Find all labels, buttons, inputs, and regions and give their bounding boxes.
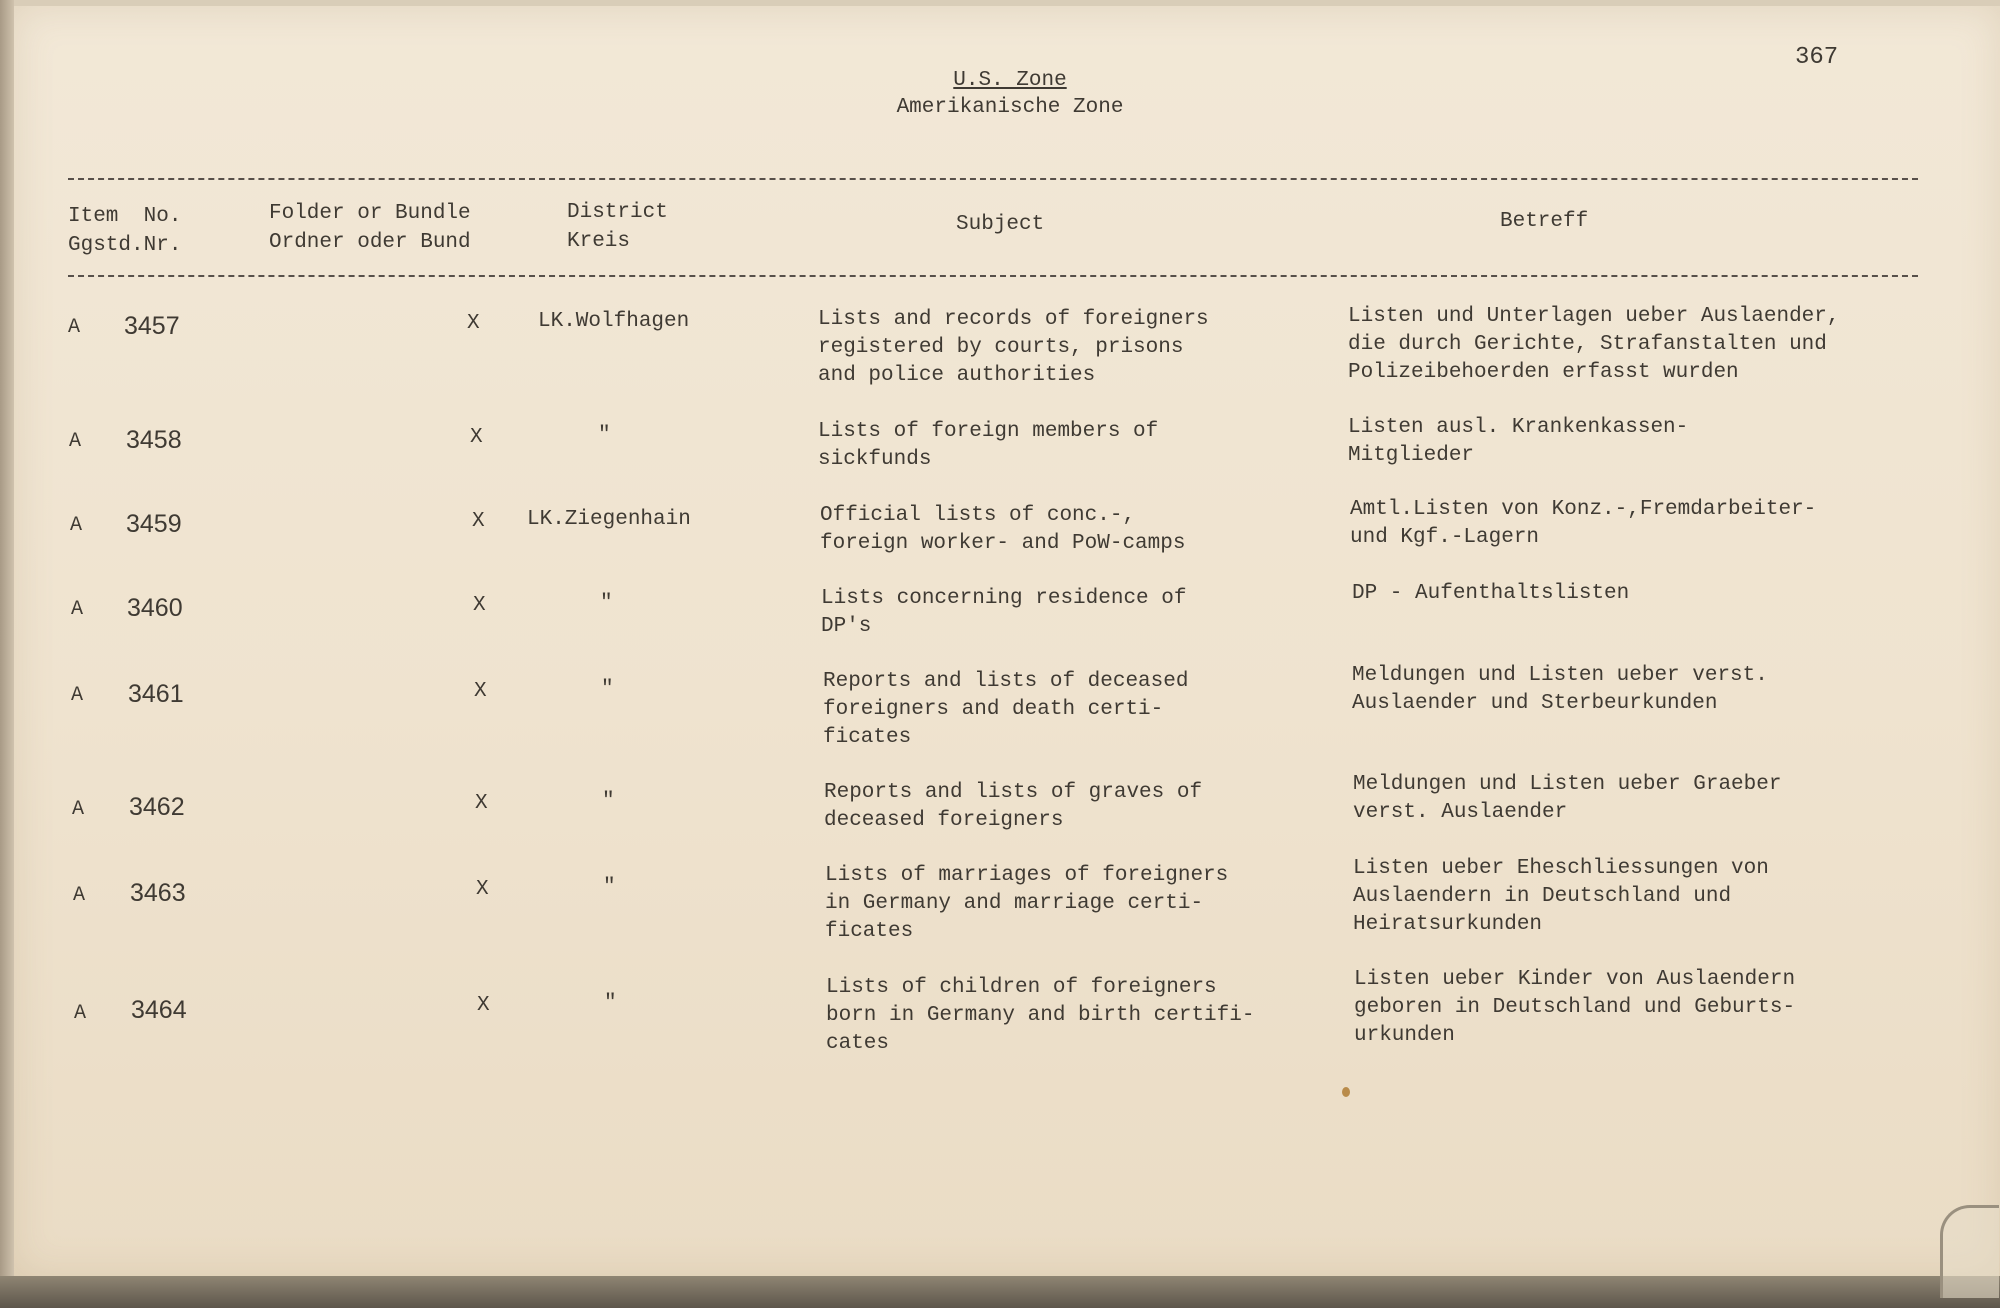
row-folder-mark: X xyxy=(473,594,486,617)
paper-speck xyxy=(1342,1087,1350,1097)
header-subject: Subject xyxy=(956,213,1045,236)
row-folder-mark: X xyxy=(477,994,490,1017)
row-folder-mark: X xyxy=(470,426,483,449)
row-item-number: 3464 xyxy=(131,996,187,1024)
row-item-number: 3461 xyxy=(128,680,184,708)
row-code: A xyxy=(71,684,84,707)
row-item-number: 3463 xyxy=(130,879,186,907)
page-number: 367 xyxy=(1795,44,1839,71)
header-folder: Folder or Bundle Ordner oder Bund xyxy=(269,202,471,254)
row-subject: Lists and records of foreigners registered by courts, prisons and police authorities xyxy=(818,308,1209,387)
row-district: " xyxy=(602,790,615,813)
row-folder-mark: X xyxy=(474,680,487,703)
row-code: A xyxy=(74,1002,87,1025)
row-betreff: Listen ueber Kinder von Auslaendern geboren in Deutschland und Geburts- urkunden xyxy=(1354,968,1796,1047)
page-bottom-edge xyxy=(0,1276,2000,1308)
header-item-no: Item No. Ggstd.Nr. xyxy=(68,205,182,257)
row-betreff: Listen und Unterlagen ueber Auslaender, die durch Gerichte, Strafanstalten und Polizeibehoerden erfasst wurden xyxy=(1348,305,1840,384)
row-betreff: Amtl.Listen von Konz.-,Fremdarbeiter- und Kgf.-Lagern xyxy=(1350,498,1817,549)
row-betreff: Listen ausl. Krankenkassen- Mitglieder xyxy=(1348,416,1689,467)
row-item-number: 3462 xyxy=(129,793,185,821)
row-subject: Lists of marriages of foreigners in Germany and marriage certi- ficates xyxy=(825,864,1229,943)
row-folder-mark: X xyxy=(476,878,489,901)
header-rule-top xyxy=(68,178,1918,180)
page-corner-curl xyxy=(1940,1205,1999,1298)
row-district: " xyxy=(604,992,617,1015)
row-folder-mark: X xyxy=(467,312,480,335)
book-binding xyxy=(0,0,14,1308)
row-betreff: DP - Aufenthaltslisten xyxy=(1352,582,1630,605)
document-page xyxy=(14,6,2000,1276)
row-code: A xyxy=(71,598,84,621)
row-subject: Official lists of conc.-, foreign worker- and PoW-camps xyxy=(820,504,1186,555)
row-subject: Lists of foreign members of sickfunds xyxy=(818,420,1159,471)
row-code: A xyxy=(69,430,82,453)
row-district: " xyxy=(603,876,616,899)
row-code: A xyxy=(68,316,81,339)
row-subject: Lists concerning residence of DP's xyxy=(821,587,1187,638)
row-folder-mark: X xyxy=(475,792,488,815)
row-district: " xyxy=(600,592,613,615)
row-subject: Reports and lists of deceased foreigners and death certi- ficates xyxy=(823,670,1189,749)
row-betreff: Meldungen und Listen ueber Graeber verst. Auslaender xyxy=(1353,773,1782,824)
row-folder-mark: X xyxy=(472,510,485,533)
row-district: LK.Ziegenhain xyxy=(527,508,691,531)
header-district: District Kreis xyxy=(567,201,668,253)
header-betreff: Betreff xyxy=(1500,210,1589,233)
title-zone: U.S. Zone xyxy=(953,69,1067,92)
header-rule-bottom xyxy=(68,275,1918,277)
row-district: LK.Wolfhagen xyxy=(538,310,690,333)
row-district: " xyxy=(598,424,611,447)
title-zone-german: Amerikanische Zone xyxy=(896,96,1124,119)
row-item-number: 3459 xyxy=(126,510,182,538)
row-item-number: 3458 xyxy=(126,426,182,454)
row-code: A xyxy=(72,798,85,821)
row-item-number: 3457 xyxy=(124,312,180,340)
row-item-number: 3460 xyxy=(127,594,183,622)
row-code: A xyxy=(70,514,83,537)
row-subject: Reports and lists of graves of deceased foreigners xyxy=(824,781,1203,832)
row-district: " xyxy=(601,678,614,701)
row-code: A xyxy=(73,884,86,907)
row-betreff: Meldungen und Listen ueber verst. Auslaender und Sterbeurkunden xyxy=(1352,664,1768,715)
row-subject: Lists of children of foreigners born in Germany and birth certifi- cates xyxy=(826,976,1255,1055)
row-betreff: Listen ueber Eheschliessungen von Auslaendern in Deutschland und Heiratsurkunden xyxy=(1353,857,1769,936)
